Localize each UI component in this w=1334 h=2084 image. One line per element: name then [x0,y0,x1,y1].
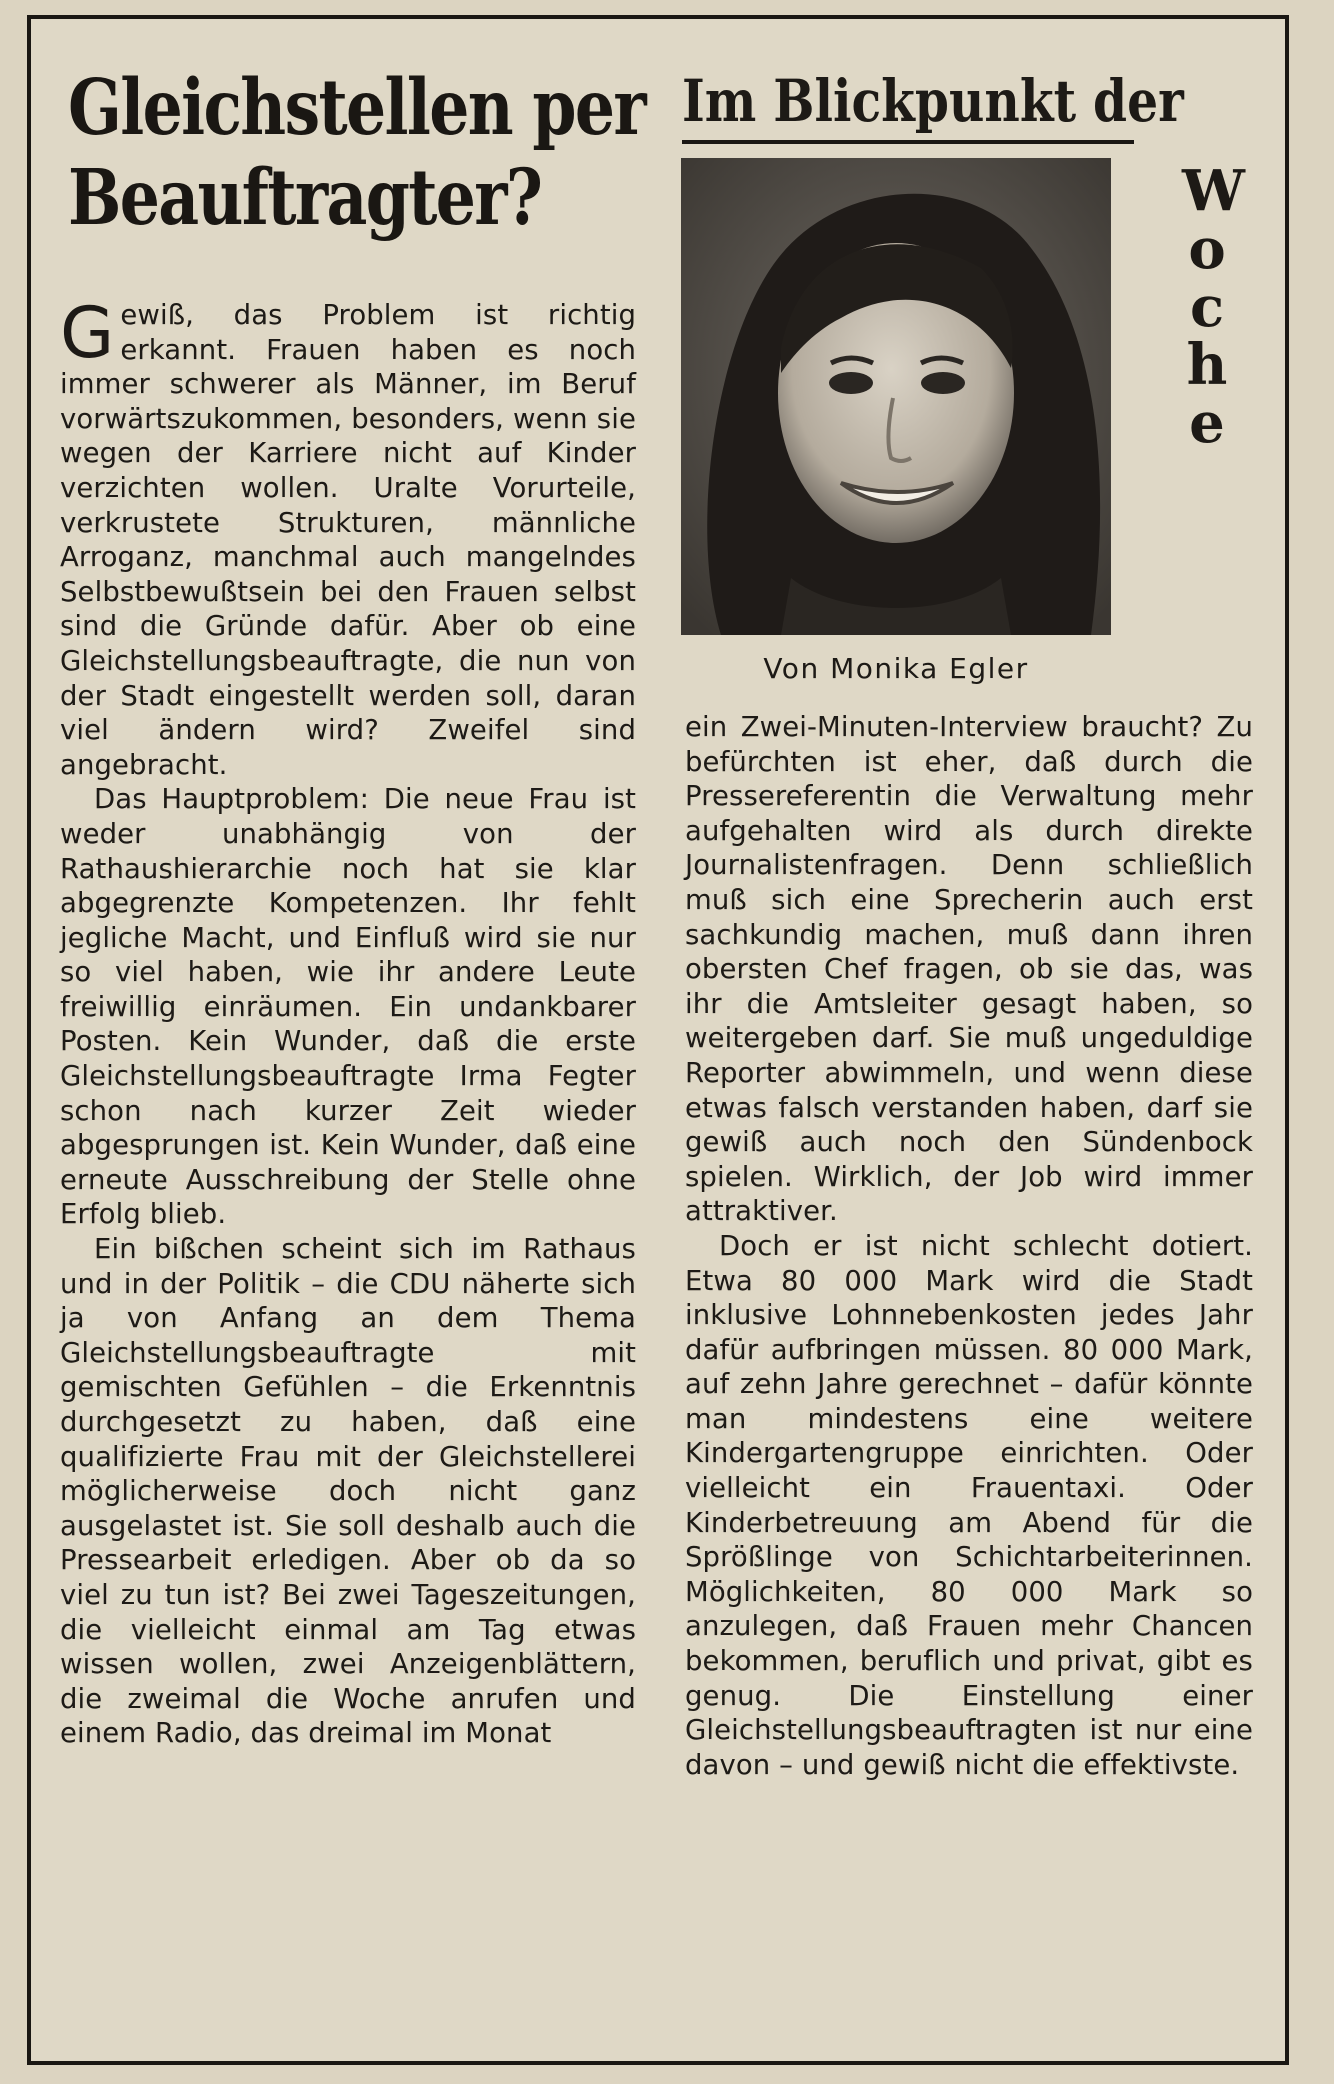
headline [68,63,646,243]
section-title-rule [682,140,1134,144]
paragraph: ein Zwei-Minuten-Interview braucht? Zu befürchten ist eher, daß durch die Pressereferentin die Verwaltung mehr aufgehalten wird als durch direkte Journalistenfragen. Denn schließlich muß sich eine Sprecherin auch erst sachkundig machen, muß dann ihren obersten Chef fragen, ob sie das, was ihr die Amtsleiter gesagt haben, so weitergeben darf. Sie muß ungeduldige Reporter abwimmeln, und wenn diese etwas falsch verstanden haben, darf sie gewiß auch noch den Sündenbock spielen. Wirklich, der Job wird immer attraktiver. [685,711,1253,1228]
section-title-vertical [1182,158,1245,456]
left-column [60,292,636,1751]
section-title: Im Blickpunkt der [682,67,1184,135]
drop-cap: G [60,292,115,374]
portrait-photo-icon [681,158,1111,635]
right-column [685,710,1253,1782]
byline: Von Monika Egler [763,652,1029,685]
vertical-letter: e [1189,390,1225,456]
paragraph: Ein bißchen scheint sich im Rathaus und in der Politik – die CDU näherte sich ja von Anfang an dem Thema Gleichstellungsbeauftragte mit gemischten Gefühlen – die Erkenntnis durchgesetzt zu haben, daß eine qualifizierte Frau mit der Gleichstellerei möglicherweise doch nicht ganz ausgelastet ist. Sie soll deshalb auch die Pressearbeit erledigen. Aber ob da so viel zu tun ist? Bei zwei Tageszeitungen, die vielleicht einmal am Tag etwas wissen wollen, zwei Anzeigenblättern, die zweimal die Woche anrufen und einem Radio, das dreimal im Monat [60,1233,636,1750]
vertical-letter: c [1189,274,1225,340]
vertical-letter: o [1188,216,1226,282]
author-portrait-photo [681,158,1111,635]
vertical-letter: W [1182,158,1245,224]
paragraph: Doch er ist nicht schlecht dotiert. Etwa 80 000 Mark wird die Stadt inklusive Lohnnebenkosten jedes Jahr dafür aufbringen müssen. 80 000 Mark, auf zehn Jahre gerechnet – dafür könnte man mindestens eine weitere Kindergartengruppe einrichten. Oder vielleicht ein Frauentaxi. Oder Kinderbetreuung am Abend für die Sprößlinge von Schichtarbeiterinnen. Möglichkeiten, 80 000 Mark so anzulegen, daß Frauen mehr Chancen bekommen, beruflich und privat, gibt es genug. Die Einstellung einer Gleichstellungsbeauftragten ist nur eine davon – und gewiß nicht die effektivste. [685,1229,1253,1781]
paragraph-text: ewiß, das Problem ist richtig erkannt. Frauen haben es noch immer schwerer als Männer, im Beruf vorwärtszukommen, besonders, wenn sie wegen der Karriere nicht auf Kinder verzichten wollen. Uralte Vorurteile, verkrustete Strukturen, männliche Arroganz, manchmal auch mangelndes Selbstbewußtsein bei den Frauen selbst sind die Gründe dafür. Aber ob eine Gleichstellungsbeauftragte, die nun von der Stadt eingestellt werden soll, daran viel ändern wird? Zweifel sind angebracht. [60,299,636,781]
paragraph [60,292,636,782]
vertical-letter: h [1186,332,1228,398]
paragraph: Das Hauptproblem: Die neue Frau ist weder unabhängig von der Rathaushierarchie noch hat sie klar abgegrenzte Kompetenzen. Ihr fehlt jegliche Macht, und Einfluß wird sie nur so viel haben, wie ihr andere Leute freiwillig einräumen. Ein undankbarer Posten. Kein Wunder, daß die erste Gleichstellungsbeauftragte Irma Fegter schon nach kurzer Zeit wieder abgesprungen ist. Kein Wunder, daß eine erneute Ausschreibung der Stelle ohne Erfolg blieb. [60,783,636,1231]
headline-line-1: Gleichstellen per [68,63,646,153]
headline-line-2: Beauftragter? [68,153,542,243]
